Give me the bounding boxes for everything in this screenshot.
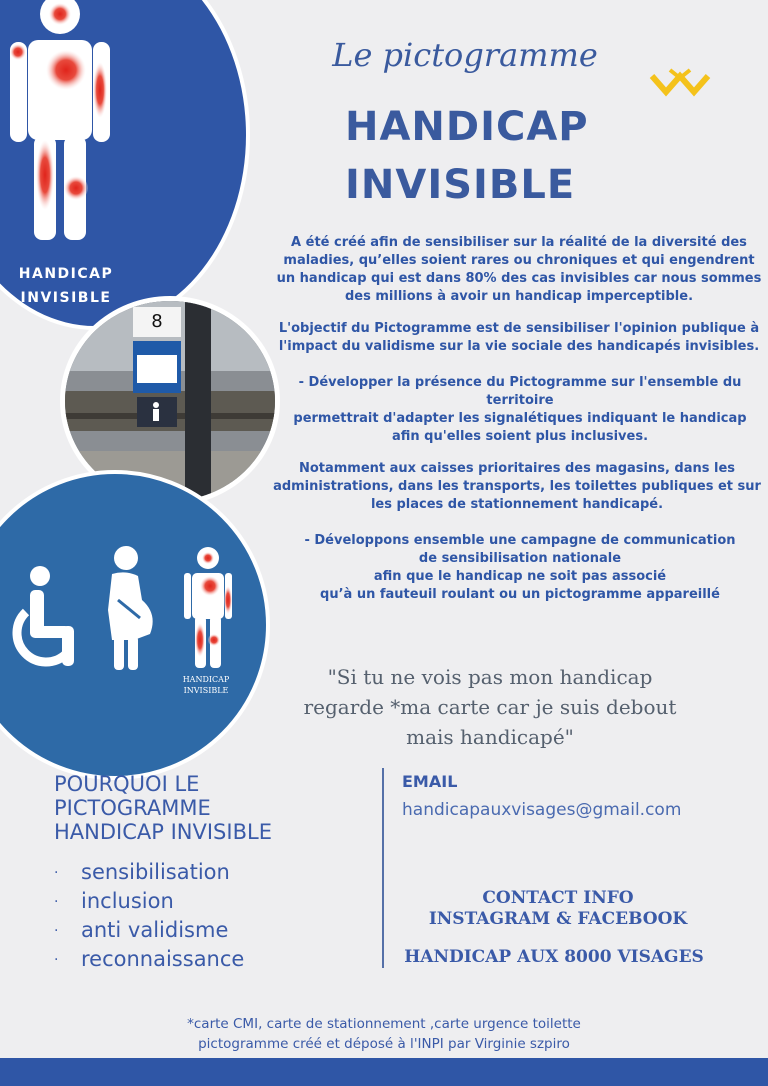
pictogram-label: HANDICAP INVISIBLE: [182, 675, 230, 695]
priority-pictograms: [0, 540, 250, 680]
develop-paragraph: - Développer la présence du Pictogramme sur l'ensemble du territoire permettrait d'adapter les signalétiques indiquant le handicap afin qu'elles soient plus inclusives.: [293, 375, 747, 444]
account-name: HANDICAP AUX 8000 VISAGES: [404, 947, 704, 967]
invisible-person-icon: [0, 0, 140, 250]
campaign-paragraph: - Développons ensemble une campagne de communication de sensibilisation nationale afin que le handicap ne soit pas associé qu’à un fauteuil roulant ou un pictogramme appareillé: [304, 533, 736, 602]
logo-label: HANDICAP INVISIBLE: [18, 266, 114, 306]
quote: "Si tu ne vois pas mon handicap regarde *ma carte car je suis debout mais handicapé": [303, 665, 677, 749]
places-paragraph: Notamment aux caisses prioritaires des magasins, dans les administrations, dans les transports, les toilettes publiques et sur les places de stationnement handicapé.: [273, 461, 761, 512]
email-link[interactable]: handicapauxvisages@gmail.com: [402, 800, 682, 820]
email-label: EMAIL: [402, 772, 458, 791]
why-title: POURQUOI LE PICTOGRAMME HANDICAP INVISIBLE: [54, 772, 272, 844]
wheelchair-icon: [17, 566, 74, 666]
contact-info: CONTACT INFO INSTAGRAM & FACEBOOK: [428, 888, 688, 929]
divider: [382, 768, 384, 968]
why-list: [54, 858, 244, 974]
list-item: · sensibilisation: [54, 860, 230, 884]
pregnant-woman-icon: [108, 546, 153, 670]
footer-bar: [0, 1058, 768, 1086]
intro-paragraph: A été créé afin de sensibiliser sur la réalité de la diversité des maladies, qu’elles soient rares ou chroniques et qui engendrent un handicap qui est dans 80% des cas invisibles car nous sommes des millions à avoir un handicap imperceptible.: [276, 235, 762, 304]
platform-number: 8: [151, 311, 163, 332]
chevron-logo-icon: [648, 64, 716, 104]
page-title: HANDICAP INVISIBLE: [345, 104, 589, 208]
list-item: · reconnaissance: [54, 947, 245, 971]
objective-paragraph: L'objectif du Pictogramme est de sensibiliser l'opinion publique à l'impact du validisme sur la vie sociale des handicapés invisibles.: [278, 321, 760, 354]
list-item: · anti validisme: [54, 918, 229, 942]
invisible-handicap-small-icon: [184, 547, 232, 668]
footer-note: *carte CMI, carte de stationnement ,carte urgence toilette pictogramme créé et déposé à l'INPI par Virginie szpiro: [187, 1016, 581, 1052]
script-title: Le pictogramme: [332, 36, 598, 74]
list-item: · inclusion: [54, 889, 174, 913]
